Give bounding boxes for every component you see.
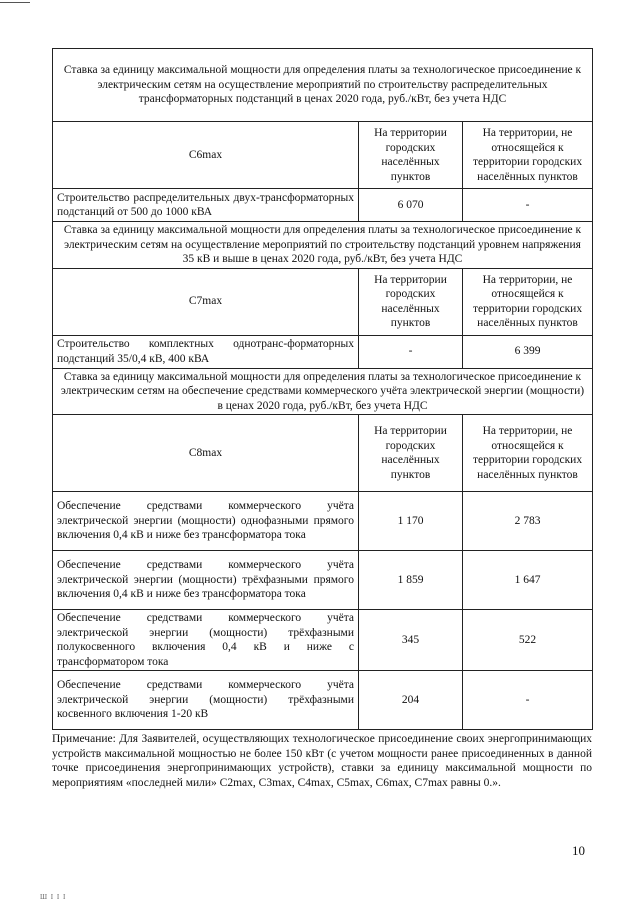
row-name: Строительство распределительных двух-трансформаторных подстанций от 500 до 1000 кВА: [53, 189, 359, 222]
top-edge-mark: [0, 2, 30, 3]
table-row: [53, 335, 593, 368]
row-name: Обеспечение средствами коммерческого учёта электрической энергии (мощности) трёхфазными косвенного включения 1-20 кВ: [53, 671, 359, 730]
section-c7-header-row: [53, 268, 593, 335]
rate-label: C6max: [53, 122, 359, 189]
row-name: Обеспечение средствами коммерческого учёта электрической энергии (мощности) трёхфазными прямого включения 0,4 кВ и ниже без трансформатора тока: [53, 551, 359, 610]
table-row: [53, 610, 593, 671]
column-header-urban: На территории городских населённых пунктов: [359, 415, 463, 492]
page-number: 10: [572, 843, 585, 858]
rate-label: C8max: [53, 415, 359, 492]
rate-label: C7max: [53, 268, 359, 335]
table-row: [53, 189, 593, 222]
row-name: Обеспечение средствами коммерческого учёта электрической энергии (мощности) однофазными прямого включения 0,4 кВ и ниже без трансформатора тока: [53, 492, 359, 551]
section-c6-header-row: [53, 122, 593, 189]
table-row: [53, 551, 593, 610]
value-rural: 1 647: [463, 551, 593, 610]
row-name: Обеспечение средствами коммерческого учёта электрической энергии (мощности) трёхфазными полукосвенного включения 0,4 кВ и ниже с трансформатором тока: [53, 610, 359, 671]
section-c6-title-row: [53, 49, 593, 122]
value-urban: 6 070: [359, 189, 463, 222]
table-row: [53, 671, 593, 730]
scan-marks: Ш I I I: [40, 893, 67, 901]
tariff-table: [52, 48, 593, 730]
column-header-rural: На территории, не относящейся к территории городских населённых пунктов: [463, 268, 593, 335]
value-urban: -: [359, 335, 463, 368]
section-title: Ставка за единицу максимальной мощности для определения платы за технологическое присоединение к электрическим сетям на обеспечение средствами коммерческого учёта электрической энергии (мощности) в ценах 2020 года, руб./кВт, без учета НДС: [53, 368, 593, 415]
column-header-urban: На территории городских населённых пунктов: [359, 268, 463, 335]
value-urban: 1 170: [359, 492, 463, 551]
column-header-rural: На территории, не относящейся к территории городских населённых пунктов: [463, 415, 593, 492]
table-row: [53, 492, 593, 551]
value-rural: 522: [463, 610, 593, 671]
document-page: [52, 48, 592, 790]
section-c7-title-row: [53, 222, 593, 269]
footnote: Примечание: Для Заявителей, осуществляющих технологическое присоединение своих энергопринимающих устройств максимальной мощностью не более 150 кВт (с учетом мощности ранее присоединенных в данной точке присоединения энергопринимающих устройств), ставки за единицу максимальной мощности по мероприятиям «последней мили» C2max, C3max, C4max, C5max, C6max, C7max равны 0.».: [52, 733, 592, 789]
value-urban: 204: [359, 671, 463, 730]
column-header-rural: На территории, не относящейся к территории городских населённых пунктов: [463, 122, 593, 189]
value-rural: -: [463, 189, 593, 222]
value-urban: 1 859: [359, 551, 463, 610]
row-name: Строительство комплектных однотранс-форматорных подстанций 35/0,4 кВ, 400 кВА: [53, 335, 359, 368]
section-c8-title-row: [53, 368, 593, 415]
value-rural: 6 399: [463, 335, 593, 368]
column-header-urban: На территории городских населённых пунктов: [359, 122, 463, 189]
value-rural: 2 783: [463, 492, 593, 551]
section-title: Ставка за единицу максимальной мощности для определения платы за технологическое присоединение к электрическим сетям на осуществление мероприятий по строительству распределительных трансформаторных подстанций в ценах 2020 года, руб./кВт, без учета НДС: [53, 49, 593, 122]
section-c8-header-row: [53, 415, 593, 492]
value-urban: 345: [359, 610, 463, 671]
value-rural: -: [463, 671, 593, 730]
section-title: Ставка за единицу максимальной мощности для определения платы за технологическое присоединение к электрическим сетям на осуществление мероприятий по строительству подстанций уровнем напряжения 35 кВ и выше в ценах 2020 года, руб./кВт, без учета НДС: [53, 222, 593, 269]
